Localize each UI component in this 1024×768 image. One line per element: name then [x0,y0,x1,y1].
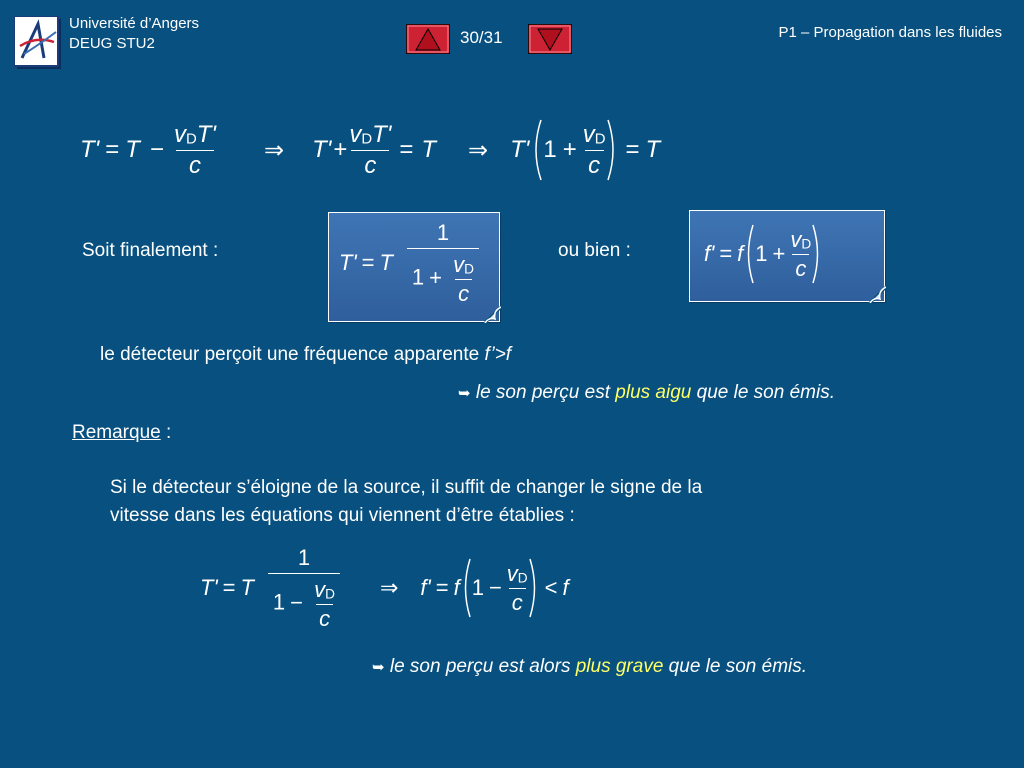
conclusion-lower-pitch: ➥ le son perçu est alors plus grave que le son émis. [372,656,808,677]
remarque-heading: Remarque : [72,422,172,443]
fraction-vd-tp-over-c: $\frac{\text{vDT'}}{c}$ [349,120,392,179]
equation-derivation: T' = T − $\frac{\text{vDT'}}{c}$ ⇒ T' + $\frac{\text{vDT'}}{c}$ = T ⇒ T' 1 + $\frac{vD}{c}$ = T [80,120,661,179]
result-box-period: T' = T 1 1 + $\frac{vD}{c}$ [328,212,500,322]
remarque-paragraph: Si le détecteur s’éloigne de la source, il suffit de changer le signe de la vitesse dans les équations qui viennent d’être établies : [110,477,703,526]
fraction-vd-tp-over-c: $\frac{\text{vDT'}}{c}$ [173,120,216,179]
university-logo [14,16,62,70]
implies-icon: ⇒ [263,136,285,164]
arrow-right-icon: ➥ [458,385,471,402]
implies-icon: ⇒ [468,136,489,164]
ou-bien-label: ou bien : [558,240,631,261]
next-slide-button[interactable] [528,24,572,54]
result-box-frequency: f' = f 1 + $\frac{vD}{c}$ [689,210,885,302]
program-name: DEUG STU2 [69,35,155,52]
fraction-vd-over-c: $\frac{vD}{c}$ [582,120,606,179]
university-name: Université d’Angers [69,15,200,32]
arrow-right-icon: ➥ [372,659,385,676]
implies-icon: ⇒ [379,574,399,600]
detector-statement: le détecteur perçoit une fréquence apparente f’>f [100,344,512,365]
previous-slide-button[interactable] [406,24,450,54]
institution-block [69,14,199,54]
page-number: 30/31 [460,28,503,47]
conclusion-higher-pitch: ➥ le son perçu est plus aigu que le son émis. [458,382,835,403]
receding-equation: T' = T 1 1 − $\frac{vD}{c}$ ⇒ f' = f 1 − $\frac{vD}{c}$ < f [200,545,569,631]
soit-finalement-label: Soit finalement : [82,240,219,261]
course-title: P1 – Propagation dans les fluides [778,24,1002,41]
